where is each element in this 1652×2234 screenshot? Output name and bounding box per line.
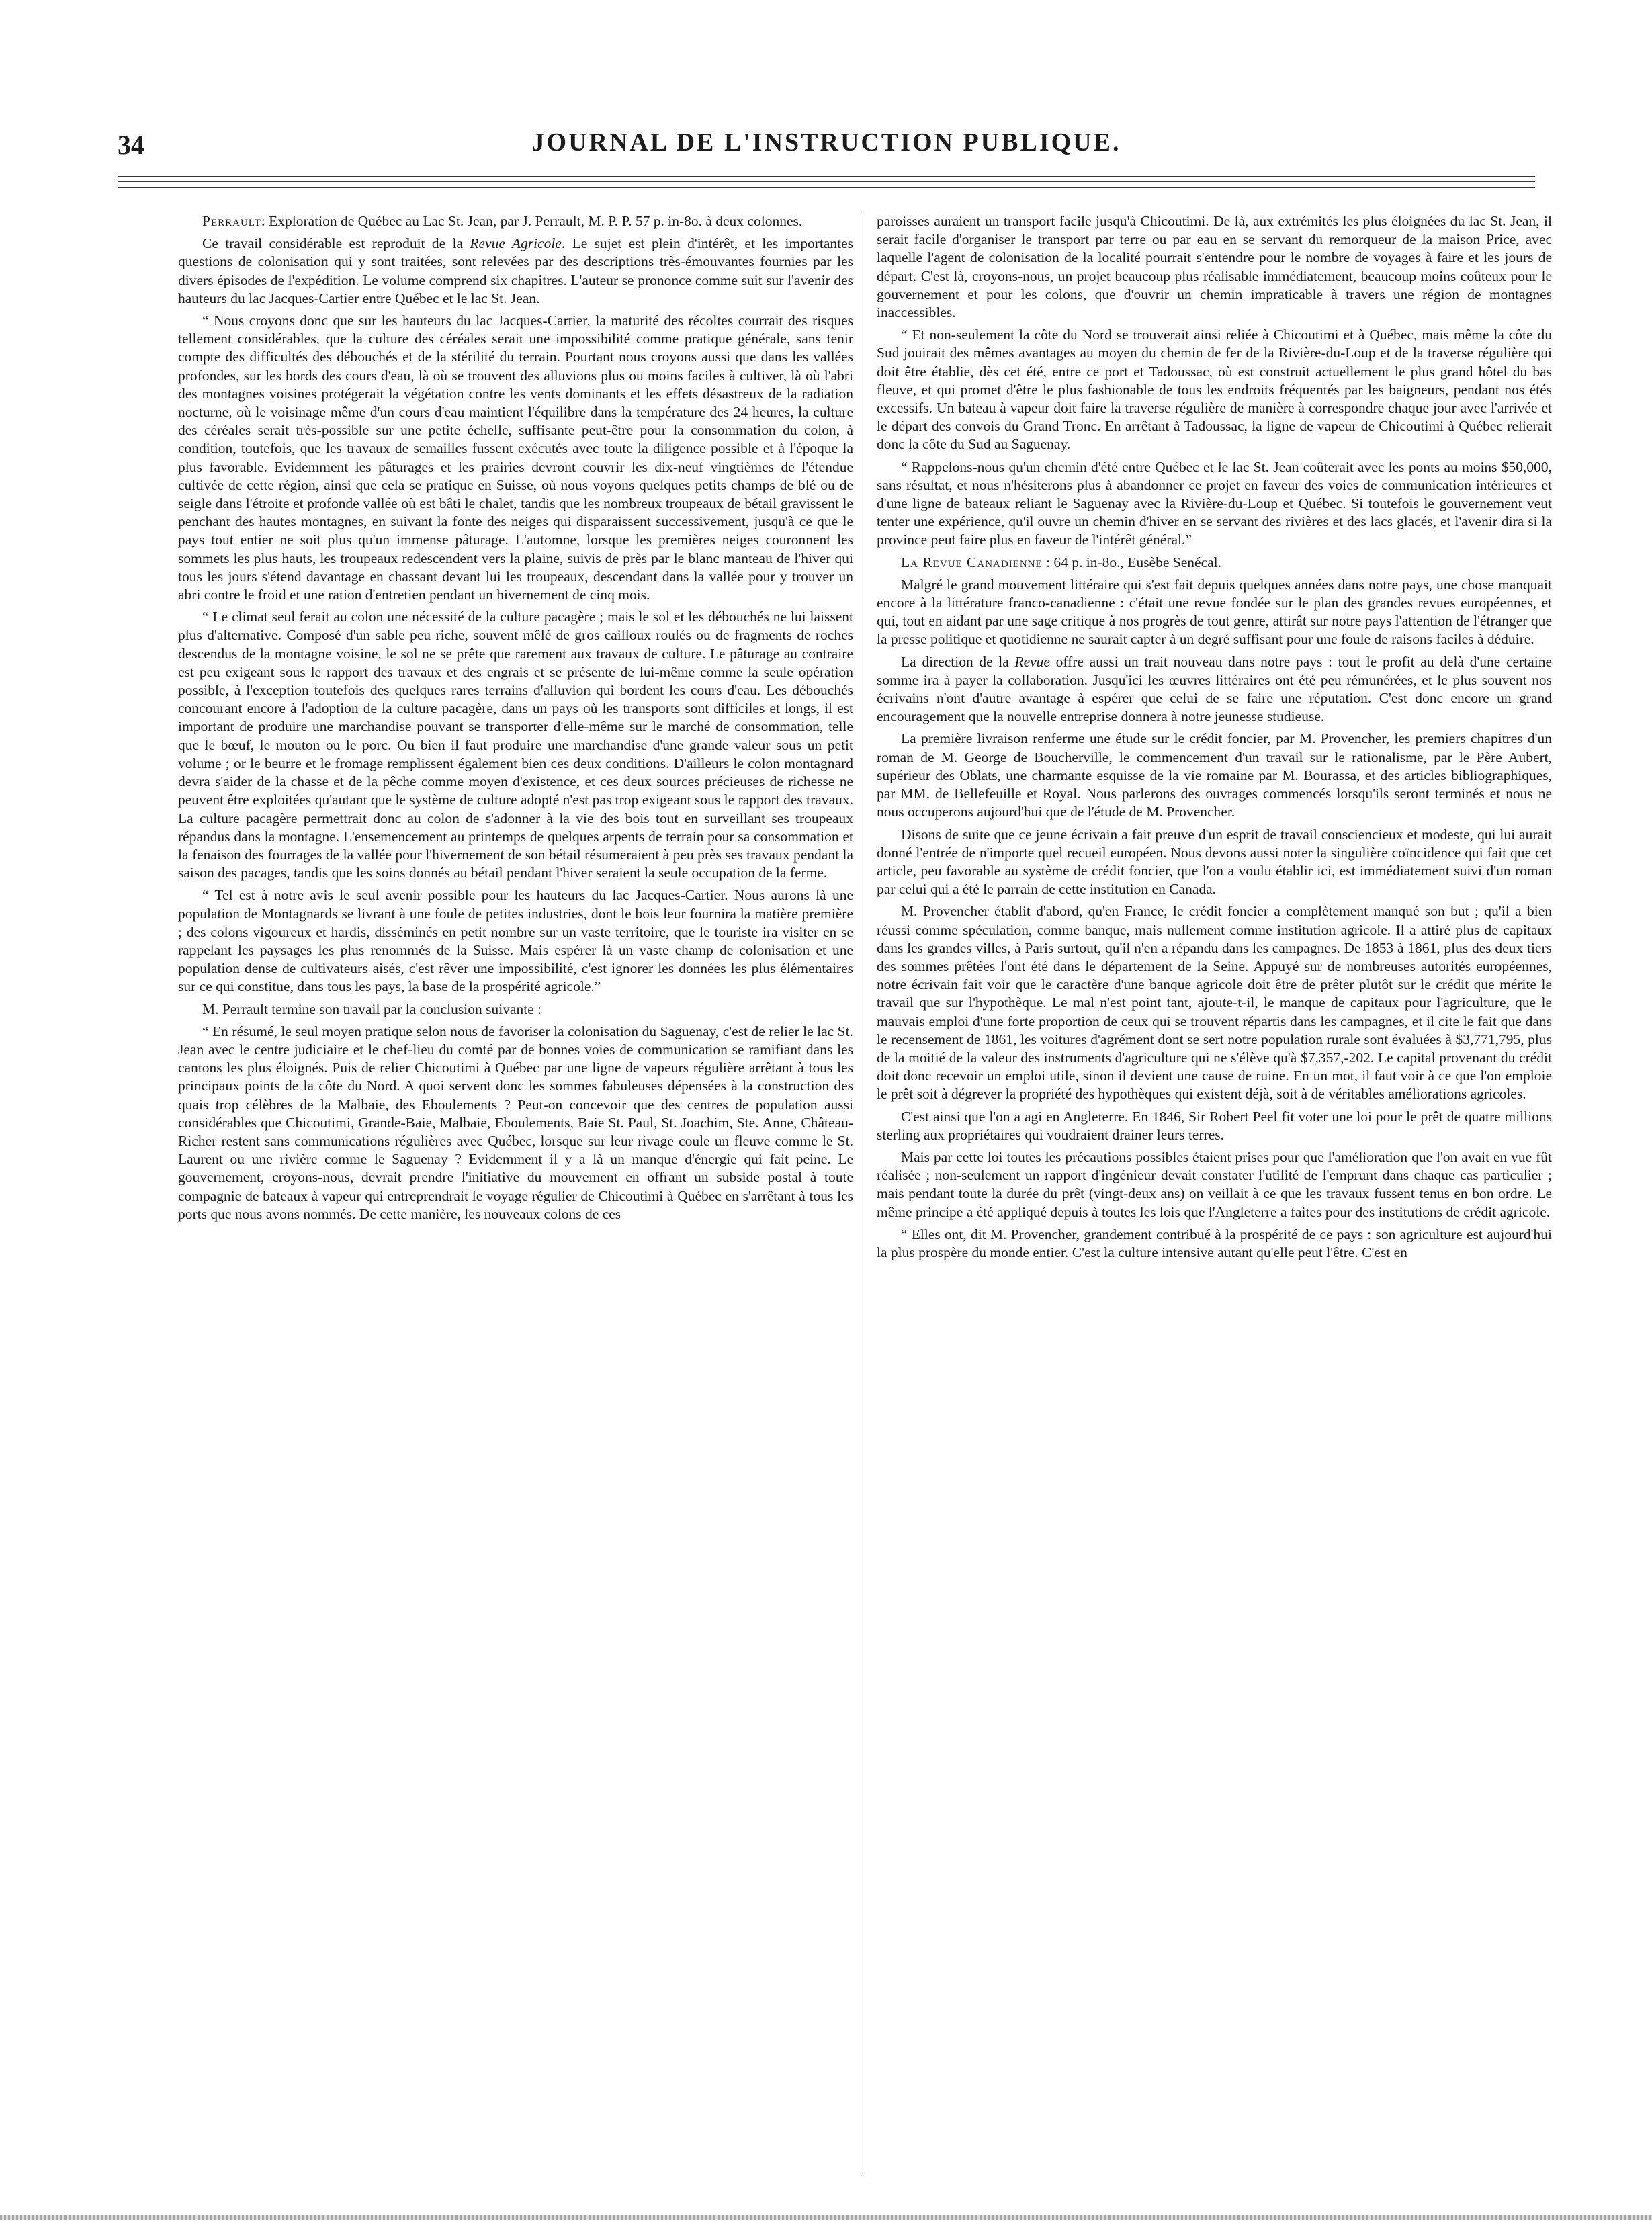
journal-title: JOURNAL DE L'INSTRUCTION PUBLIQUE.: [531, 128, 1121, 157]
paragraph: Disons de suite que ce jeune écrivain a fait preuve d'un esprit de travail consciencieux et modeste, qui lui aurait donné l'entrée de n'importe quel recueil européen. Nous devons aussi noter la singulière coïncidence qui fait que cet article, peu favorable au système de crédit foncier, que l'on a voulu établir ici, est immédiatement suivi d'un roman par celui qui a été le parrain de cette institution en Canada.: [877, 826, 1552, 898]
paragraph: “ Rappelons-nous qu'un chemin d'été entre Québec et le lac St. Jean coûterait avec les ponts au moins $50,000, sans résultat, et nous n'hésiterons plus à abandonner ce projet en faveur des voies de communication intérieures et d'une ligne de bateaux reliant le Saguenay avec la Rivière-du-Loup et Québec. Si toutefois le gouvernement veut tenter une expérience, qu'il ouvre un chemin d'hiver en se servant des rivières et des lacs glacés, et l'avenir dira si la province peut faire plus en faveur de l'intérêt général.”: [877, 458, 1552, 548]
paragraph: “ Le climat seul ferait au colon une nécessité de la culture pacagère ; mais le sol et les débouchés ne lui laissent plus d'alternative. Composé d'un sable peu riche, souvent mêlé de gros cailloux roulés ou de fragments de roches descendus de la montagne voisine, le sol ne se prête que rarement aux travaux de culture. Le pâturage au contraire est peu exigeant sous le rapport des travaux et des engrais et se présente de lui-même comme la seule opération possible, à l'exception toutefois des quelques rares terrains d'alluvion qui bordent les cours d'eau. Les débouchés concourant encore à l'adoption de la culture pacagère, dans un pays où les transports sont difficiles et longs, il est important de produire une marchandise pouvant se transporter d'elle-même sur le marché de consommation, telle que le bœuf, le mouton ou le porc. Ou bien il faut produire une marchandise d'une grande valeur sous un petit volume ; or le beurre et le fromage remplissent également bien ces deux conditions. D'ailleurs le colon montagnard devra s'aider de la chasse et de la pêche comme moyen d'existence, et ces deux sources précieuses de richesse ne peuvent être exploitées qu'autant que le système de culture adopté n'est pas trop exigeant sous le rapport des travaux. La culture pacagère permettrait donc au colon de s'adonner à la vie des bois tout en surveillant ses troupeaux répandus dans la montagne. L'ensemencement au printemps de quelques arpents de terrain pour sa consommation et la fenaison des fourrages de la vallée pour l'hivernement de son bétail résumeraient à peu près ses travaux pendant la saison des pacages, tandis que les soins donnés au bétail pendant l'hiver seraient la seule occupation de la ferme.: [178, 609, 853, 882]
paragraph: “ Et non-seulement la côte du Nord se trouverait ainsi reliée à Chicoutimi et à Québec, mais même la côte du Sud jouirait des mêmes avantages au moyen du chemin de fer de la Rivière-du-Loup et de la traverse régulière qui doit être établie, dès cet été, entre ce port et Tadoussac, où est construit actuellement le plus grand hôtel du bas fleuve, et qui promet d'être le plus fashionable de tous les endroits fréquentés par les baigneurs, pendant nos étés excessifs. Un bateau à vapeur doit faire la traverse régulière de manière à correspondre chaque jour avec l'arrivée et le départ des convois du Grand Tronc. En arrêtant à Tadoussac, la ligne de vapeur de Chicoutimi à Québec relierait donc la côte du Sud au Saguenay.: [877, 327, 1552, 453]
italic-title: Revue: [1014, 653, 1050, 670]
page-number: 34: [118, 130, 144, 160]
text-run: La direction de la: [901, 653, 1015, 670]
paragraph: Mais par cette loi toutes les précautions possibles étaient prises pour que l'amélioration que l'on avait en vue fût réalisée ; non-seulement un rapport d'ingénieur devait constater l'utilité de l'emprunt dans chaque cas particulier ; mais pendant toute la durée du prêt (vingt-deux ans) on veillait à ce que les travaux fussent tenus en bon ordre. Le même principe a été appliqué depuis à toutes les lois que l'Angleterre a faites pour des institutions de crédit agricole.: [877, 1148, 1552, 1220]
review-citation: : 64 p. in-8o., Eusèbe Senécal.: [1042, 554, 1221, 570]
header-rule-thin: [118, 181, 1535, 182]
paragraph: “ Elles ont, dit M. Provencher, grandement contribué à la prospérité de ce pays : son agriculture est aujourd'hui la plus prospère du monde entier. C'est la culture intensive autant qu'elle peut l'être. C'est en: [877, 1226, 1552, 1260]
paragraph: paroisses auraient un transport facile jusqu'à Chicoutimi. De là, aux extrémités les plus éloignées du lac St. Jean, il serait facile d'organiser le transport par terre ou par eau en se servant du remorqueur de la maison Price, avec laquelle l'agent de colonisation de la localité pourrait s'entendre pour le nombre de voyages à faire et les jours de départ. C'est là, croyons-nous, un projet beaucoup plus réalisable immédiatement, beaucoup moins coûteux pour le gouvernement et pour les colons, que d'ouvrir un chemin impraticable à travers une région de montagnes inaccessibles.: [877, 213, 1552, 321]
paragraph: [877, 653, 1552, 726]
paragraph: La première livraison renferme une étude sur le crédit foncier, par M. Provencher, les premiers chapitres d'un roman de M. George de Boucherville, le commencement d'un travail sur le rationalisme, par le Père Aubert, supérieur des Oblats, une charmante esquisse de la vie romaine par M. Bourassa, et des articles bibliographiques, par MM. de Bellefeuille et Royal. Nous parlerons des ouvrages commencés lorsqu'ils seront terminés et nous ne nous occuperons aujourd'hui que de l'étude de M. Provencher.: [877, 730, 1552, 820]
article-perrault-heading: [178, 212, 853, 230]
page-header: [118, 128, 1535, 168]
paragraph: Malgré le grand mouvement littéraire qui s'est fait depuis quelques années dans notre pays, une chose manquait encore à la littérature franco-canadienne : c'était une revue fondée sur le plan des grandes revues européennes, et qui, tout en aidant par une sage critique à nos progrès de tout genre, attirât sur notre pays l'attention de l'étranger que la presse politique et quotidienne ne saurait capter à un degré suffisant pour une foule de raisons faciles à déduire.: [877, 576, 1552, 648]
paragraph: “ En résumé, le seul moyen pratique selon nous de favoriser la colonisation du Saguenay, c'est de relier le lac St. Jean avec le centre judiciaire et le chef-lieu du comté par de bonnes voies de communication se ramifiant dans les cantons les plus éloignés. Puis de relier Chicoutimi à Québec par une ligne de vapeurs régulière arrêtant à tous les principaux points de la côte du Nord. A quoi servent donc les sommes fabuleuses dépensées à la construction des quais trop célèbres de la Malbaie, des Eboulements ? Peut-on concevoir que des centres de population aussi considérables que Chicoutimi, Grande-Baie, Malbaie, Eboulements, Baie St. Paul, St. Joachim, Ste. Anne, Château-Richer restent sans communications régulières avec Québec, lorsque sur leur rivage coule un fleuve comme le St. Laurent ou une rivière comme le Saguenay ? Evidemment il y a là un manque d'énergie qui fait peine. Le gouvernement, croyons-nous, devrait prendre l'initiative du mouvement en offrant un subside postal à toute compagnie de bateaux à vapeur qui entreprendrait le voyage régulier de Chicoutimi à Québec en s'arrêtant à tous les ports que nous avons nommés. De cette manière, les nouveaux colons de ces: [178, 1023, 853, 1222]
review-title: La Revue Canadienne: [901, 554, 1043, 570]
text-run: Ce travail considérable est reproduit de la: [202, 235, 470, 252]
page-bottom-edge: [0, 2215, 1652, 2220]
paragraph: “ Nous croyons donc que sur les hauteurs du lac Jacques-Cartier, la maturité des récoltes courrait des risques tellement considérables, que la culture des céréales serait une impossibilité comme pratique générale, sans tenir compte des difficultés des débouchés et de la stérilité du terrain. Pourtant nous croyons aussi que dans les vallées profondes, sur les bords des cours d'eau, là où se trouvent des alluvions plus ou moins faciles à cultiver, là où l'abri des montagnes voisines protégerait la végétation contre les vents dominants et les effets désastreux de la radiation nocturne, où le voisinage même d'un cours d'eau maintient l'équilibre dans la température des 24 heures, la culture des céréales serait très-possible sur une petite échelle, suffisante peut-être pour la consommation du colon, à condition, toutefois, que les travaux de semailles fussent exécutés avec toute la diligence possible et à l'époque la plus favorable. Evidemment les pâturages et les prairies devront couvrir les dix-neuf vingtièmes de l'étendue cultivée de cette région, ainsi que cela se pratique en Suisse, où nous voyons quelques petits champs de blé ou de seigle dans l'étroite et profonde vallée où est bâti le chalet, tandis que les nombreux troupeaux de bétail gravissent le penchant des hautes montagnes, en suivant la fonte des neiges qui disparaissent successivement, jusqu'à ce que le pays tout entier ne soit plus qu'un immense pâturage. L'automne, lorsque les premières neiges couronnent les sommets les plus hauts, les troupeaux redescendent vers la plaine, suivis de près par le blanc manteau de l'hiver qui tous les jours s'étend davantage en chassant devant lui les troupeaux, descendant dans la vallée pour y trouver un abri contre le froid et une ration d'entretien pendant un hivernement de cinq mois.: [178, 312, 853, 603]
author-name: Perrault: [202, 213, 261, 229]
italic-title: Revue Agricole: [470, 235, 562, 252]
right-column: [877, 212, 1552, 2181]
paragraph: C'est ainsi que l'on a agi en Angleterre. En 1846, Sir Robert Peel fit voter une loi pour le prêt de quatre millions sterling aux propriétaires qui voudraient drainer leurs terres.: [877, 1108, 1552, 1143]
header-rule-bottom: [118, 187, 1535, 188]
article-revue-heading: [877, 554, 1552, 572]
left-column: [178, 212, 853, 2181]
text-run: . Le sujet est plein d'intérêt, et les importantes questions de colonisation qui y sont traitées, sont relevées par des descriptions très-émouvantes fournies par les divers épisodes de l'expédition. Le volume comprend six chapitres. L'auteur se prononce comme suit sur l'avenir des hauteurs du lac Jacques-Cartier entre Québec et le lac St. Jean.: [178, 235, 853, 306]
paragraph: M. Provencher établit d'abord, qu'en France, le crédit foncier a complètement manqué son but ; qu'il a bien réussi comme spéculation, comme banque, mais nullement comme institution agricole. Il a attiré plus de capitaux dans les grandes villes, à Paris surtout, qu'il n'en a répandu dans les campagnes. De 1853 à 1861, plus des deux tiers des sommes prêtées l'ont été dans le département de la Seine. Appuyé sur de nombreuses autorités européennes, notre écrivain fait voir que le caractère d'une banque agricole doit être de prêter plutôt sur le crédit que mérite le travail que sur l'hypothèque. Le mal n'est point tant, ajoute-t-il, le manque de capitaux pour l'agriculture, que le mauvais emploi d'une forte proportion de ceux qui se trouvent répartis dans les campagnes, et il cite le fait que dans le recensement de 1861, les voitures d'agrément dont se sert notre population rurale sont évaluées à $3,771,795, plus de la moitié de la valeur des instruments d'agriculture qui ne s'élève qu'à $7,357,-202. Le capital provenant du crédit doit donc recevoir un emploi utile, sinon il devient une cause de ruine. En un mot, il faut voir à ce que l'on emploie le prêt soit à dégrever la propriété des hypothèques qui existent déjà, soit à de véritables améliorations agricoles.: [877, 903, 1552, 1103]
paragraph: M. Perrault termine son travail par la conclusion suivante :: [202, 1000, 542, 1017]
paragraph: “ Tel est à notre avis le seul avenir possible pour les hauteurs du lac Jacques-Cartier. Nous aurons là une population de Montagnards se livrant à une foule de petites industries, dont le bois leur fournira la matière première ; des colons vigoureux et hardis, disséminés en petit nombre sur un vaste territoire, que le touriste ira visiter en se rappelant les paysages les plus renommés de la Suisse. Mais espérer là un vaste champ de colonisation et une population dense de cultivateurs aisés, c'est rêver une impossibilité, c'est ignorer les données les plus élémentaires sur ce qui constitue, dans tous les pays, la base de la prospérité agricole.”: [178, 887, 853, 995]
text-run: offre aussi un trait nouveau dans notre pays : tout le profit au delà d'une certaine somme ira à payer la collaboration. Jusqu'ici les œuvres littéraires ont été peu rémunérées, et le plus souvent nos écrivains n'ont d'autre avantage à espérer que celui de se faire une réputation. C'est donc encore un grand encouragement que la nouvelle entreprise donnera à notre jeunesse studieuse.: [877, 653, 1552, 725]
header-rule: [118, 176, 1535, 177]
paragraph: [178, 234, 853, 308]
article-citation: : Exploration de Québec au Lac St. Jean, par J. Perrault, M. P. P. 57 p. in-8o. à deux colonnes.: [261, 213, 803, 229]
